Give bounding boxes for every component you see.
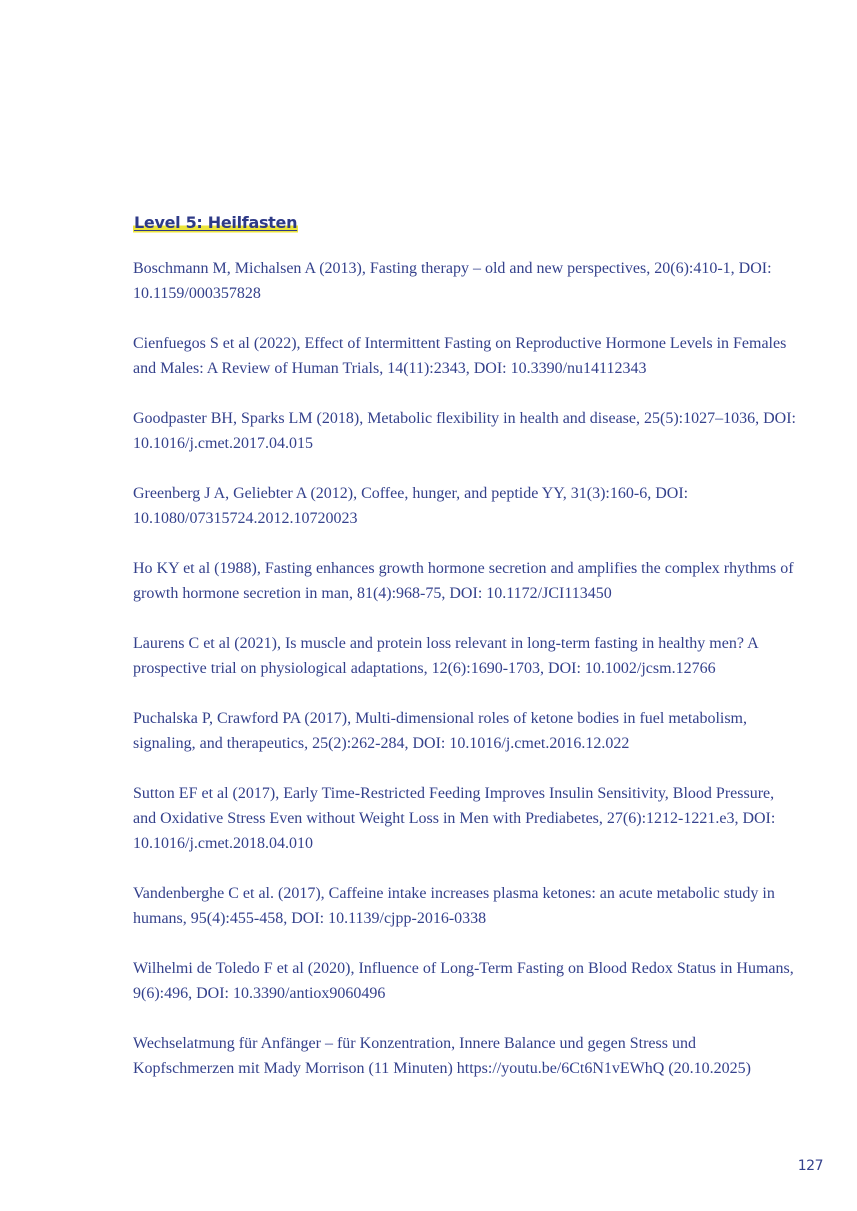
reference-item: Boschmann M, Michalsen A (2013), Fasting therapy – old and new perspectives, 20(6):410-1, DOI: 10.1159/000357828 [133,260,772,302]
reference-item: Ho KY et al (1988), Fasting enhances growth hormone secretion and amplifies the complex rhythms of growth hormone secretion in man, 81(4):968-75, DOI: 10.1172/JCI113450 [133,560,794,602]
section-heading: Level 5: Heilfasten [134,213,298,232]
reference-item: Vandenberghe C et al. (2017), Caffeine intake increases plasma ketones: an acute metabolic study in humans, 95(4):455-458, DOI: 10.1139/cjpp-2016-0338 [133,885,775,927]
reference-item: Laurens C et al (2021), Is muscle and protein loss relevant in long-term fasting in healthy men? A prospective trial on physiological adaptations, 12(6):1690-1703, DOI: 10.1002/jcsm.12766 [133,635,758,677]
reference-item: Greenberg J A, Geliebter A (2012), Coffee, hunger, and peptide YY, 31(3):160-6, DOI: 10.1080/07315724.2012.10720023 [133,485,689,527]
page-number: 127 [797,1158,823,1174]
reference-item: Wechselatmung für Anfänger – für Konzentration, Innere Balance und gegen Stress und Kopfschmerzen mit Mady Morrison (11 Minuten) https://youtu.be/6Ct6N1vEWhQ (20.10.2025) [133,1035,751,1077]
reference-item: Puchalska P, Crawford PA (2017), Multi-dimensional roles of ketone bodies in fuel metabolism, signaling, and therapeutics, 25(2):262-284, DOI: 10.1016/j.cmet.2016.12.022 [133,710,747,752]
reference-item: Goodpaster BH, Sparks LM (2018), Metabolic flexibility in health and disease, 25(5):1027–1036, DOI: 10.1016/j.cmet.2017.04.015 [133,410,796,452]
reference-list [133,256,797,1081]
reference-item: Cienfuegos S et al (2022), Effect of Intermittent Fasting on Reproductive Hormone Levels in Females and Males: A Review of Human Trials, 14(11):2343, DOI: 10.3390/nu14112343 [133,335,787,377]
reference-item: Wilhelmi de Toledo F et al (2020), Influence of Long-Term Fasting on Blood Redox Status in Humans, 9(6):496, DOI: 10.3390/antiox9060496 [133,960,794,1002]
reference-item: Sutton EF et al (2017), Early Time-Restricted Feeding Improves Insulin Sensitivity, Blood Pressure, and Oxidative Stress Even without Weight Loss in Men with Prediabetes, 27(6):1212-1221.e3, DOI: 10.1016/j.cmet.2018.04.010 [133,785,776,852]
